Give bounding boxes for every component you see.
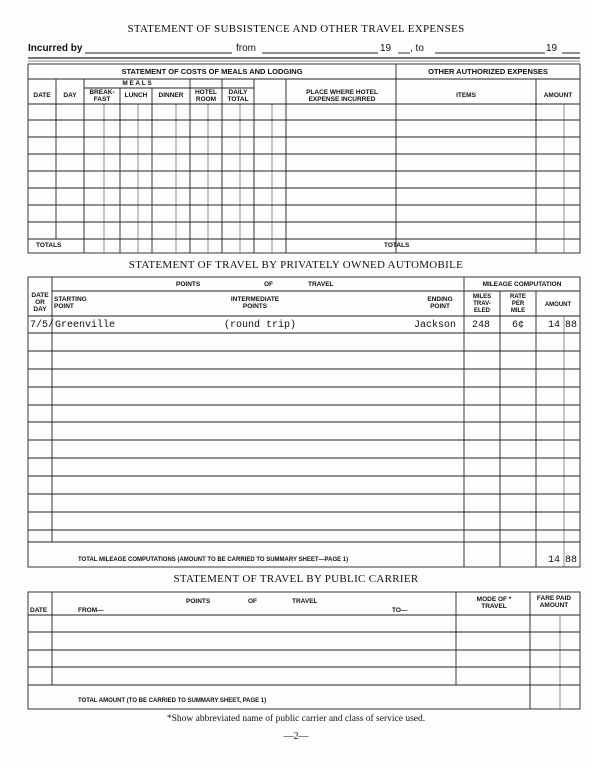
carrier-from-header: FROM— <box>78 607 104 614</box>
meals-section-title: STATEMENT OF COSTS OF MEALS AND LODGING <box>121 67 303 76</box>
auto-points-label: POINTS <box>176 281 201 288</box>
meals-header: M E A L S <box>122 80 152 87</box>
amount-header: AMOUNT <box>543 92 573 99</box>
miles-traveled-header: MILES TRAV-ELED <box>472 294 492 314</box>
date-or-day-header: DATE OR DAY <box>31 292 49 313</box>
auto-of-label: OF <box>264 281 274 288</box>
day-header: DAY <box>63 92 77 99</box>
from-label: from <box>236 43 256 54</box>
row1-amount-dollars: 14 <box>548 320 561 331</box>
footnote: *Show abbreviated name of public carrier and class of service used. <box>166 714 426 724</box>
row1-intermediate: (round trip) <box>224 320 297 331</box>
year-label-1: 19 <box>380 43 392 54</box>
totals-left: TOTALS <box>36 242 62 249</box>
totals-right: TOTALS <box>384 242 410 249</box>
auto-rows <box>28 333 580 542</box>
auto-section-title: STATEMENT OF TRAVEL BY PRIVATELY OWNED AUTOMOBILE <box>128 259 464 271</box>
year-label-2: 19 <box>546 43 558 54</box>
place-header: PLACE WHERE HOTEL EXPENSE INCURRED <box>306 89 378 103</box>
breakfast-header: BREAK-FAST <box>89 89 115 103</box>
carrier-to-header: TO— <box>392 607 408 614</box>
total-mileage-dollars: 14 <box>548 555 561 566</box>
to-label: , to <box>410 43 424 54</box>
intermediate-points-header: INTERMEDIATE POINTS <box>230 296 280 310</box>
carrier-of-label: OF <box>248 598 258 605</box>
ending-point-header: ENDING POINT <box>427 296 453 310</box>
meals-rows <box>28 120 580 239</box>
row1-start: Greenville <box>55 320 116 331</box>
other-expenses-title: OTHER AUTHORIZED EXPENSES <box>428 67 548 76</box>
auto-travel-label: TRAVEL <box>308 281 334 288</box>
mode-of-travel-header: MODE OF * TRAVEL <box>476 596 512 610</box>
starting-point-header: STARTING POINT <box>54 296 87 310</box>
row1-date: 7/5/ <box>30 320 55 331</box>
rate-per-mile-header: RATE PER MILE <box>510 294 526 314</box>
daily-total-header: DAILY TOTAL <box>227 89 249 103</box>
carrier-total-label: TOTAL AMOUNT (TO BE CARRIED TO SUMMARY SHEET, PAGE 1) <box>78 698 267 704</box>
carrier-date-header: DATE <box>30 607 48 614</box>
row1-end: Jackson <box>414 320 457 331</box>
incurred-by-label: Incurred by <box>28 43 83 54</box>
row1-amount-cents: 88 <box>565 320 578 331</box>
carrier-points-label: POINTS <box>186 598 211 605</box>
date-header: DATE <box>33 92 51 99</box>
lunch-header: LUNCH <box>124 92 148 99</box>
row1-rate: 6¢ <box>512 320 525 331</box>
form-title: STATEMENT OF SUBSISTENCE AND OTHER TRAVEL EXPENSES <box>127 23 465 35</box>
dinner-header: DINNER <box>158 92 184 99</box>
carrier-travel-label: TRAVEL <box>292 598 318 605</box>
hotel-room-header: HOTEL ROOM <box>194 89 218 103</box>
page-number: —2— <box>283 731 309 742</box>
row1-miles: 248 <box>472 320 491 331</box>
total-mileage-label: TOTAL MILEAGE COMPUTATIONS (AMOUNT TO BE CARRIED TO SUMMARY SHEET—PAGE 1) <box>78 557 349 563</box>
fare-paid-header: FARE PAID AMOUNT <box>536 595 572 609</box>
total-mileage-cents: 88 <box>565 555 578 566</box>
carrier-section-title: STATEMENT OF TRAVEL BY PUBLIC CARRIER <box>173 573 419 585</box>
mileage-computation-header: MILEAGE COMPUTATION <box>482 281 562 288</box>
auto-amount-header: AMOUNT <box>544 302 572 308</box>
items-header: ITEMS <box>456 92 476 99</box>
